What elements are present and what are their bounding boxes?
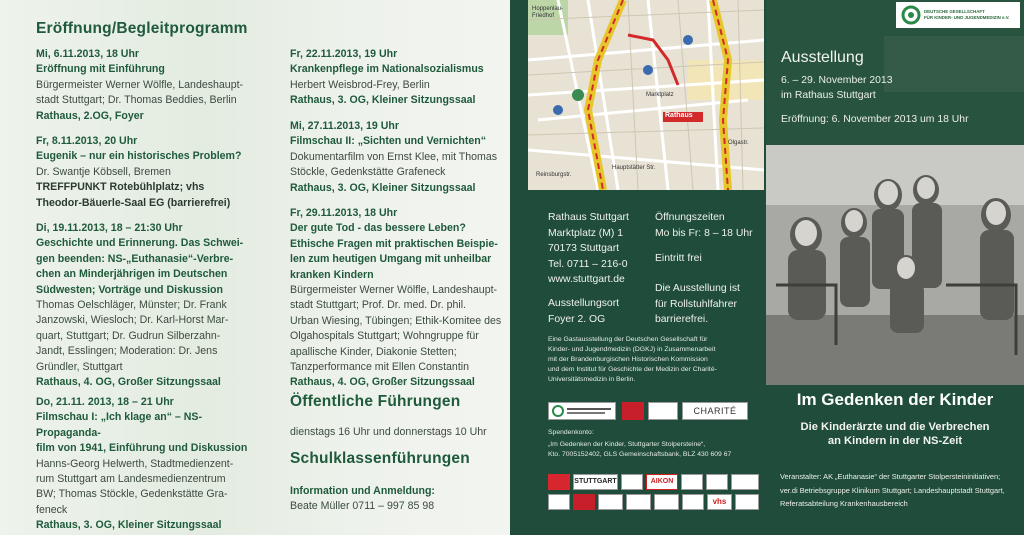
school-heading: Schulklassenführungen bbox=[290, 450, 470, 467]
access-line: für Rollstuhlfahrer bbox=[655, 298, 738, 310]
event-title: film von 1941, Einführung und Diskussion bbox=[36, 442, 248, 455]
event-date: Mi, 6.11.2013, 18 Uhr bbox=[36, 48, 140, 60]
event-text: Tanzperformance mit Ellen Constantin bbox=[290, 361, 470, 374]
event-date: Di, 19.11.2013, 18 – 21:30 Uhr bbox=[36, 222, 183, 234]
description-line: Eine Gastausstellung der Deutschen Gesellschaft für bbox=[548, 336, 708, 343]
dgkj-line: DEUTSCHE GESELLSCHAFT bbox=[924, 9, 985, 14]
event-date: Fr, 29.11.2013, 18 Uhr bbox=[290, 207, 398, 219]
access-line: Die Ausstellung ist bbox=[655, 283, 740, 294]
map-label-friedhof: Hoppenlau-Friedhof bbox=[532, 6, 564, 19]
event-text: Bürgermeister Werner Wölfle, Landeshaupt- bbox=[36, 78, 244, 91]
map-label-reinsburgstr: Reinsburgstr. bbox=[536, 172, 572, 178]
event-text: Gründler, Stuttgart bbox=[36, 360, 123, 373]
institute-logo bbox=[648, 402, 678, 420]
event-title: chen an Minderjährigen im Deutschen bbox=[36, 268, 228, 281]
event-title: Der gute Tod - das bessere Leben? bbox=[290, 222, 466, 235]
event-text: Dr. Swantje Köbsell, Bremen bbox=[36, 165, 171, 178]
venue-block bbox=[548, 296, 619, 327]
map-label-hauptstaetter: Hauptstätter Str. bbox=[612, 165, 656, 171]
donation-line: Kto. 7005152402, GLS Gemeinschaftsbank, BLZ 430 609 67 bbox=[548, 451, 732, 458]
event-place: Theodor-Bäuerle-Saal EG (barrierefrei) bbox=[36, 196, 231, 209]
event-place: Rathaus, 4. OG, Großer Sitzungssaal bbox=[290, 376, 475, 389]
dates-text: 6. – 29. November 2013 bbox=[781, 75, 893, 86]
event-title: Südwesten; Vorträge und Diskussion bbox=[36, 283, 223, 296]
address-line: Marktplatz (M) 1 bbox=[548, 227, 624, 239]
sponsor-logo bbox=[621, 474, 643, 490]
access-line: barrierefrei. bbox=[655, 314, 709, 326]
address-block bbox=[548, 210, 629, 288]
info-contact: Beate Müller 0711 – 997 85 98 bbox=[290, 500, 435, 512]
event-place: Rathaus, 3. OG, Kleiner Sitzungssaal bbox=[36, 519, 222, 532]
event-text: stadt Stuttgart; Prof. Dr. med. Dr. phil. bbox=[290, 299, 467, 312]
event-title: Eröffnung mit Einführung bbox=[36, 63, 165, 76]
sponsor-logo bbox=[598, 494, 623, 510]
event-entry bbox=[36, 395, 266, 534]
map-label-marktplatz: Marktplatz bbox=[646, 92, 674, 98]
dgkj-logo bbox=[896, 2, 1020, 28]
dgkj-line: FÜR KINDER- UND JUGENDMEDIZIN e.V. bbox=[924, 14, 1010, 20]
event-date: Mi, 27.11.2013, 19 Uhr bbox=[290, 120, 399, 132]
event-entry bbox=[290, 206, 505, 391]
subtitle-line: an Kindern in der NS-Zeit bbox=[827, 435, 963, 447]
vhs-logo: vhs bbox=[707, 494, 732, 510]
event-text: Bürgermeister Werner Wölfle, Landeshaupt- bbox=[290, 284, 498, 297]
cover-subtitle bbox=[766, 420, 1024, 448]
event-entry bbox=[36, 221, 266, 390]
description-line: Universitätsmedizin in Berlin. bbox=[548, 376, 636, 383]
brandenburg-logo bbox=[622, 402, 644, 420]
website-link[interactable]: www.stuttgart.de bbox=[548, 274, 625, 286]
event-place: TREFFPUNKT Rotebühlplatz; vhs bbox=[36, 181, 205, 194]
stuttgart-logo: STUTTGART bbox=[573, 474, 618, 490]
event-text: Jandt, Esslingen; Moderation: Dr. Jens bbox=[36, 345, 218, 358]
description-line: und dem Institut für Geschichte der Medizin der Charité- bbox=[548, 366, 717, 373]
event-title: Filmschau II: „Sichten und Vernichten“ bbox=[290, 135, 487, 148]
description bbox=[548, 335, 763, 385]
sponsor-logo bbox=[735, 494, 759, 510]
event-text: Janzowski, Wiesloch; Dr. Karl-Horst Mar- bbox=[36, 314, 229, 327]
event-title: Geschichte und Erinnerung. Das Schwei- bbox=[36, 237, 244, 250]
venue-value: Foyer 2. OG bbox=[548, 313, 606, 325]
charite-logo: CHARITÉ bbox=[682, 402, 748, 420]
organizer-line: Referatsabteilung Krankenhausbereich bbox=[780, 499, 908, 508]
event-entry bbox=[36, 47, 266, 124]
cover-panel bbox=[766, 0, 1024, 535]
dgkj-logo-icon bbox=[549, 403, 615, 419]
map-label-olgastr: Olgastr. bbox=[728, 140, 749, 146]
city-map bbox=[528, 0, 764, 190]
sponsor-logo bbox=[681, 474, 703, 490]
donation-block bbox=[548, 428, 768, 460]
event-text: BW; Thomas Stöckle, Gedenkstätte Gra- bbox=[36, 488, 228, 501]
event-title: Eugenik – nur ein historisches Problem? bbox=[36, 150, 242, 163]
hours-label: Öffnungszeiten bbox=[655, 212, 725, 223]
children-photo-image bbox=[766, 145, 1024, 385]
event-place: Rathaus, 3. OG, Kleiner Sitzungssaal bbox=[290, 181, 476, 194]
event-text: Herbert Weisbrod-Frey, Berlin bbox=[290, 78, 430, 91]
event-title: kranken Kindern bbox=[290, 268, 374, 281]
tours-text: dienstags 16 Uhr und donnerstags 10 Uhr bbox=[290, 426, 487, 438]
entry-free: Eintritt frei bbox=[655, 253, 702, 264]
event-place: Rathaus, 3. OG, Kleiner Sitzungssaal bbox=[290, 94, 476, 107]
event-text: stadt Stuttgart; Dr. Thomas Beddies, Berlin bbox=[36, 94, 237, 107]
event-date: Fr, 22.11.2013, 19 Uhr bbox=[290, 48, 398, 60]
sponsor-logo bbox=[548, 494, 570, 510]
sponsor-logo bbox=[682, 494, 704, 510]
event-entry bbox=[36, 134, 266, 211]
archival-document-graphic bbox=[884, 36, 1024, 92]
opening-text: Eröffnung: 6. November 2013 um 18 Uhr bbox=[781, 114, 969, 125]
event-text: Thomas Oelschläger, Münster; Dr. Frank bbox=[36, 299, 227, 312]
organizers bbox=[780, 470, 1020, 511]
event-text: Olgahospitals Stuttgart; Wohngruppe für bbox=[290, 330, 479, 343]
event-text: rum Stuttgart am Landesmedienzentrum bbox=[36, 473, 226, 486]
children-photo bbox=[766, 145, 1024, 385]
donation-line: „Im Gedenken der Kinder, Stuttgarter Stolpersteine“, bbox=[548, 441, 706, 448]
event-title: Ethische Fragen mit praktischen Beispie- bbox=[290, 237, 498, 250]
subtitle-line: Die Kinderärzte und die Verbrechen bbox=[800, 421, 990, 433]
location-text: im Rathaus Stuttgart bbox=[781, 90, 876, 101]
address-line: Rathaus Stuttgart bbox=[548, 212, 629, 223]
exhibition-label: Ausstellung bbox=[781, 49, 864, 66]
event-text: Urban Wiesing, Tübingen; Ethik-Komitee des bbox=[290, 314, 502, 327]
tours-heading: Öffentliche Führungen bbox=[290, 393, 461, 410]
cover-title: Im Gedenken der Kinder bbox=[796, 390, 994, 409]
address-line: Tel. 0711 – 216-0 bbox=[548, 258, 628, 270]
map-label-rathaus: Rathaus bbox=[665, 112, 693, 119]
address-line: 70173 Stuttgart bbox=[548, 243, 620, 255]
sponsor-logo bbox=[731, 474, 759, 490]
sponsor-logo bbox=[573, 494, 595, 510]
dgkj-logo-icon bbox=[900, 4, 922, 26]
program-heading: Eröffnung/Begleitprogramm bbox=[36, 20, 248, 37]
event-entry bbox=[290, 119, 505, 196]
description-line: mit der Brandenburgischen Historischen Kommission bbox=[548, 356, 708, 363]
event-text: Dokumentarfilm von Ernst Klee, mit Thomas bbox=[290, 150, 498, 163]
event-place: Rathaus, 4. OG, Großer Sitzungssaal bbox=[36, 376, 221, 389]
organizer-line: ver.di Betriebsgruppe Klinikum Stuttgart; Landeshauptstadt Stuttgart, bbox=[780, 485, 1005, 495]
event-text: apallische Kinder, Diakonie Stetten; bbox=[290, 345, 457, 358]
aikon-logo: AIKON bbox=[646, 474, 678, 490]
hours-value: Mo bis Fr: 8 – 18 Uhr bbox=[655, 227, 753, 239]
sponsor-logo bbox=[548, 474, 570, 490]
event-text: quart, Stuttgart; Dr. Gudrun Silberzahn- bbox=[36, 329, 221, 342]
event-title: gen beenden: NS-„Euthanasie“-Verbre- bbox=[36, 252, 234, 265]
description-line: Kinder- und Jugendmedizin (DGKJ) in Zusammenarbeit bbox=[548, 346, 716, 353]
event-text: Hanns-Georg Helwerth, Stadtmedienzent- bbox=[36, 457, 234, 470]
dgkj-logo-text bbox=[924, 9, 1009, 20]
left-panel bbox=[0, 0, 510, 535]
event-text: feneck bbox=[36, 503, 68, 516]
exhibition-dates bbox=[781, 73, 892, 103]
info-panel bbox=[510, 0, 766, 535]
donation-label: Spendenkonto: bbox=[548, 429, 594, 436]
dgkj-logo-small bbox=[548, 402, 616, 420]
event-title: len zum heutigen Umgang mit unheilbar bbox=[290, 253, 492, 266]
accessibility bbox=[655, 281, 740, 328]
sponsor-logos bbox=[548, 474, 760, 514]
event-date: Fr, 8.11.2013, 20 Uhr bbox=[36, 135, 138, 147]
organizer-line: Veranstalter: AK „Euthanasie“ der Stuttgarter Stolpersteininitiativen; bbox=[780, 472, 1001, 481]
event-text: Stöckle, Gedenkstätte Grafeneck bbox=[290, 166, 446, 179]
sponsor-logo bbox=[654, 494, 679, 510]
info-label: Information und Anmeldung: bbox=[290, 485, 435, 497]
event-title: Filmschau I: „Ich klage an“ – NS-Propaganda- bbox=[36, 411, 203, 439]
event-title: Krankenpflege im Nationalsozialismus bbox=[290, 63, 484, 76]
sponsor-logo bbox=[706, 474, 728, 490]
event-place: Rathaus, 2.OG, Foyer bbox=[36, 109, 144, 122]
event-date: Do, 21.11. 2013, 18 – 21 Uhr bbox=[36, 396, 174, 408]
event-entry bbox=[290, 47, 505, 109]
cover-top bbox=[766, 0, 1024, 145]
sponsor-logo bbox=[626, 494, 651, 510]
opening-hours bbox=[655, 210, 753, 241]
venue-label: Ausstellungsort bbox=[548, 298, 620, 309]
